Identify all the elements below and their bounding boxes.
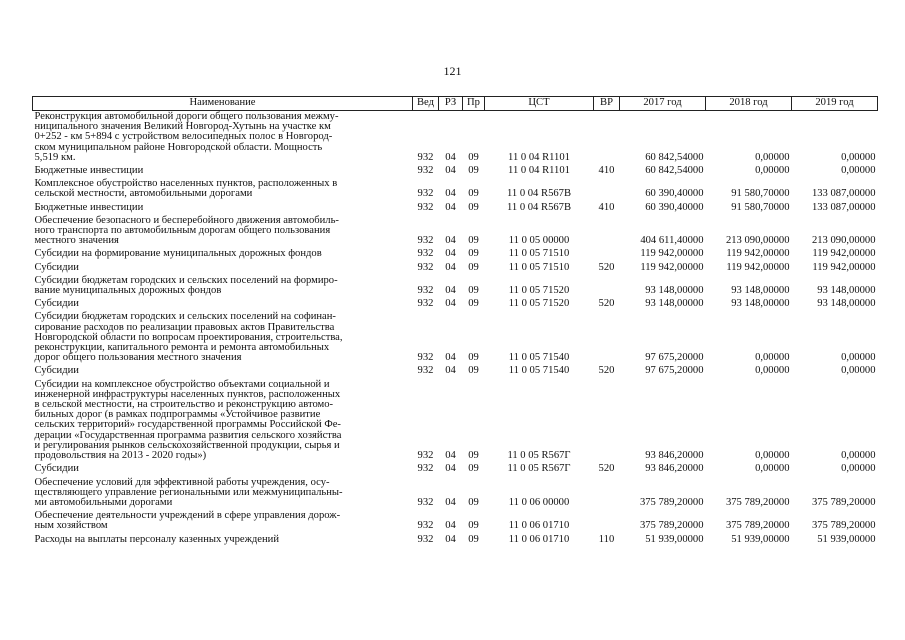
row-ved: 932 bbox=[417, 261, 434, 273]
row-value-2017: 60 842,54000 bbox=[645, 151, 704, 163]
row-value-2018: 91 580,70000 bbox=[731, 201, 790, 213]
row-vr bbox=[594, 248, 620, 261]
row-value-2017: 119 942,00000 bbox=[640, 261, 704, 273]
row-pr: 09 bbox=[468, 365, 479, 377]
row-cst: 11 0 05 71510 bbox=[508, 261, 570, 273]
row-value-2019: 133 087,00000 bbox=[811, 201, 876, 213]
row-value-2019: 51 939,00000 bbox=[817, 533, 876, 545]
row-name: Бюджетные инвестиции bbox=[34, 201, 144, 213]
row-cst: 11 0 06 00000 bbox=[508, 496, 570, 508]
row-pr: 09 bbox=[468, 352, 479, 364]
row-pr: 09 bbox=[468, 261, 479, 273]
row-value-2019: 133 087,00000 bbox=[811, 188, 876, 200]
row-name: Субсидии bbox=[34, 261, 79, 273]
row-ved: 932 bbox=[417, 188, 434, 200]
row-name: Субсидии на формирование муниципальных дорожных фондов bbox=[34, 248, 322, 260]
row-value-2019: 0,00000 bbox=[841, 165, 876, 177]
row-vr bbox=[594, 379, 620, 464]
row-value-2019: 0,00000 bbox=[841, 450, 876, 462]
row-vr: 520 bbox=[598, 298, 615, 310]
row-ved: 932 bbox=[417, 365, 434, 377]
row-ved: 932 bbox=[417, 151, 434, 163]
row-vr bbox=[594, 275, 620, 298]
table-row bbox=[33, 275, 878, 298]
row-value-2017: 97 675,20000 bbox=[645, 352, 704, 364]
table-row bbox=[33, 111, 878, 166]
row-name: Реконструкция автомобильной дороги общего пользования межму- ниципального значения Великий Новгород-Хутынь на участке км 0+252 - км 5+894 с устройством велосипедных полос в Новгород- ском муниципальном районе Новгородской области. Мощность 5,519 км. bbox=[34, 111, 339, 163]
row-vr bbox=[594, 477, 620, 511]
row-value-2017: 119 942,00000 bbox=[640, 248, 704, 260]
row-ved: 932 bbox=[417, 496, 434, 508]
row-value-2019: 375 789,20000 bbox=[811, 520, 876, 532]
row-ved: 932 bbox=[417, 201, 434, 213]
row-value-2017: 60 390,40000 bbox=[645, 201, 704, 213]
row-pr: 09 bbox=[468, 533, 479, 545]
row-value-2018: 119 942,00000 bbox=[726, 248, 790, 260]
header-cst: ЦСТ bbox=[485, 97, 594, 111]
row-rz: 04 bbox=[445, 533, 456, 545]
row-ved: 932 bbox=[417, 463, 434, 475]
row-value-2018: 375 789,20000 bbox=[725, 496, 790, 508]
header-2018: 2018 год bbox=[706, 97, 792, 111]
row-value-2017: 60 390,40000 bbox=[645, 188, 704, 200]
row-cst: 11 0 05 71540 bbox=[508, 365, 570, 377]
table-row bbox=[33, 365, 878, 378]
row-pr: 09 bbox=[468, 450, 479, 462]
row-value-2019: 213 090,00000 bbox=[811, 235, 876, 247]
row-rz: 04 bbox=[445, 365, 456, 377]
budget-table bbox=[32, 96, 878, 547]
table-row bbox=[33, 510, 878, 533]
table-header-row bbox=[33, 97, 878, 111]
row-value-2019: 0,00000 bbox=[841, 151, 876, 163]
header-2019: 2019 год bbox=[792, 97, 878, 111]
row-vr bbox=[594, 510, 620, 533]
row-value-2017: 51 939,00000 bbox=[645, 533, 704, 545]
row-name: Обеспечение условий для эффективной работы учреждения, осу- ществляющего управление региональными или межмуниципальны- ми автомобильными дорогами bbox=[34, 476, 343, 508]
row-cst: 11 0 05 71540 bbox=[508, 352, 570, 364]
row-vr: 410 bbox=[598, 165, 615, 177]
row-pr: 09 bbox=[468, 496, 479, 508]
row-cst: 11 0 05 00000 bbox=[508, 235, 570, 247]
row-pr: 09 bbox=[468, 248, 479, 260]
row-vr: 410 bbox=[598, 201, 615, 213]
row-ved: 932 bbox=[417, 450, 434, 462]
header-pr: Пр bbox=[463, 97, 485, 111]
row-pr: 09 bbox=[468, 520, 479, 532]
table-row bbox=[33, 311, 878, 365]
row-value-2018: 51 939,00000 bbox=[731, 533, 790, 545]
row-value-2019: 0,00000 bbox=[841, 365, 876, 377]
row-value-2018: 0,00000 bbox=[755, 352, 790, 364]
row-name: Субсидии бюджетам городских и сельских поселений на софинан- сирование расходов по реализации правовых актов Правительства Новгородской области по вопросам проектирования, строительства, реконструкции, капитального ремонта и ремонта автомобильных дорог общего пользования местного значения bbox=[34, 311, 343, 364]
row-value-2018: 375 789,20000 bbox=[725, 520, 790, 532]
row-value-2017: 93 148,00000 bbox=[645, 298, 704, 310]
row-value-2019: 119 942,00000 bbox=[812, 248, 876, 260]
row-value-2018: 93 148,00000 bbox=[731, 298, 790, 310]
row-value-2018: 93 148,00000 bbox=[731, 285, 790, 297]
row-vr bbox=[594, 311, 620, 365]
row-cst: 11 0 04 R567B bbox=[506, 188, 572, 200]
row-pr: 09 bbox=[468, 285, 479, 297]
row-ved: 932 bbox=[417, 165, 434, 177]
row-rz: 04 bbox=[445, 248, 456, 260]
row-pr: 09 bbox=[468, 188, 479, 200]
row-name: Бюджетные инвестиции bbox=[34, 165, 144, 177]
row-name: Обеспечение деятельности учреждений в сфере управления дорож- ным хозяйством bbox=[34, 510, 341, 532]
row-ved: 932 bbox=[417, 298, 434, 310]
row-cst: 11 0 06 01710 bbox=[508, 533, 570, 545]
row-cst: 11 0 04 R1101 bbox=[508, 165, 570, 177]
row-value-2017: 404 611,40000 bbox=[640, 235, 704, 247]
row-value-2017: 375 789,20000 bbox=[639, 496, 704, 508]
row-value-2017: 60 842,54000 bbox=[645, 165, 704, 177]
row-rz: 04 bbox=[445, 352, 456, 364]
row-ved: 932 bbox=[417, 520, 434, 532]
row-vr: 110 bbox=[598, 533, 615, 545]
row-value-2018: 0,00000 bbox=[755, 151, 790, 163]
row-cst: 11 0 05 71520 bbox=[508, 298, 570, 310]
row-rz: 04 bbox=[445, 298, 456, 310]
row-name: Обеспечение безопасного и бесперебойного движения автомобиль- ного транспорта по автомобильным дорогам общего пользования местного значения bbox=[34, 214, 339, 247]
row-value-2017: 97 675,20000 bbox=[645, 365, 704, 377]
row-vr bbox=[594, 178, 620, 201]
row-value-2017: 93 846,20000 bbox=[645, 450, 704, 462]
row-name: Субсидии бюджетам городских и сельских поселений на формиро- вание муниципальных дорожных фондов bbox=[34, 274, 338, 297]
row-ved: 932 bbox=[417, 248, 434, 260]
row-pr: 09 bbox=[468, 165, 479, 177]
row-rz: 04 bbox=[445, 450, 456, 462]
row-vr: 520 bbox=[598, 261, 615, 273]
header-name: Наименование bbox=[33, 97, 413, 111]
row-value-2019: 0,00000 bbox=[841, 463, 876, 475]
row-pr: 09 bbox=[468, 463, 479, 475]
header-rz: РЗ bbox=[439, 97, 463, 111]
row-pr: 09 bbox=[468, 151, 479, 163]
row-value-2017: 375 789,20000 bbox=[639, 520, 704, 532]
table-row bbox=[33, 262, 878, 275]
row-vr: 520 bbox=[598, 463, 615, 475]
row-vr: 520 bbox=[598, 365, 615, 377]
page-number: 121 bbox=[443, 64, 462, 78]
row-name: Субсидии bbox=[34, 365, 79, 377]
row-rz: 04 bbox=[445, 496, 456, 508]
row-name: Субсидии bbox=[34, 463, 79, 475]
row-value-2018: 0,00000 bbox=[755, 165, 790, 177]
table-row bbox=[33, 248, 878, 261]
row-value-2019: 93 148,00000 bbox=[817, 298, 876, 310]
row-value-2017: 93 846,20000 bbox=[645, 463, 704, 475]
table-body bbox=[33, 111, 878, 547]
row-cst: 11 0 05 R567Г bbox=[507, 463, 571, 475]
row-value-2018: 0,00000 bbox=[755, 365, 790, 377]
row-pr: 09 bbox=[468, 235, 479, 247]
table-row bbox=[33, 165, 878, 178]
row-value-2018: 0,00000 bbox=[755, 450, 790, 462]
row-ved: 932 bbox=[417, 533, 434, 545]
row-value-2019: 93 148,00000 bbox=[817, 285, 876, 297]
row-name: Комплексное обустройство населенных пунктов, расположенных в сельской местности, автомобильными дорогами bbox=[34, 178, 338, 200]
row-rz: 04 bbox=[445, 165, 456, 177]
row-ved: 932 bbox=[417, 285, 434, 297]
row-ved: 932 bbox=[417, 352, 434, 364]
header-vr: ВР bbox=[594, 97, 620, 111]
row-rz: 04 bbox=[445, 235, 456, 247]
row-cst: 11 0 05 R567Г bbox=[507, 450, 571, 462]
table-row bbox=[33, 379, 878, 464]
row-vr bbox=[594, 215, 620, 249]
table-row bbox=[33, 298, 878, 311]
row-name: Субсидии на комплексное обустройство объектами социальной и инженерной инфраструктуры населенных пунктов, расположенных в сельской местности, на строительство и реконструкцию автомо- бильных дорог (в рамках подпрограммы «Устойчивое развитие сельских территорий» государственной программы Российской Фе- дерации «Государственная программа развития сельского хозяйства и регулирования рынков сельскохозяйственной продукции, сырья и продовольствия на 2013 - 2020 годы») bbox=[34, 378, 342, 462]
row-value-2018: 0,00000 bbox=[755, 463, 790, 475]
header-2017: 2017 год bbox=[620, 97, 706, 111]
row-value-2019: 119 942,00000 bbox=[812, 261, 876, 273]
row-rz: 04 bbox=[445, 188, 456, 200]
table-row bbox=[33, 477, 878, 511]
row-rz: 04 bbox=[445, 201, 456, 213]
row-cst: 11 0 04 R567B bbox=[506, 201, 572, 213]
row-rz: 04 bbox=[445, 285, 456, 297]
row-name: Расходы на выплаты персоналу казенных учреждений bbox=[34, 533, 279, 545]
table-row bbox=[33, 202, 878, 215]
row-rz: 04 bbox=[445, 520, 456, 532]
row-vr bbox=[594, 111, 620, 166]
row-cst: 11 0 04 R1101 bbox=[508, 151, 570, 163]
table-row bbox=[33, 178, 878, 201]
row-cst: 11 0 05 71510 bbox=[508, 248, 570, 260]
row-pr: 09 bbox=[468, 298, 479, 310]
row-value-2019: 0,00000 bbox=[841, 352, 876, 364]
row-rz: 04 bbox=[445, 261, 456, 273]
table-row bbox=[33, 215, 878, 249]
header-ved: Вед bbox=[413, 97, 439, 111]
row-cst: 11 0 06 01710 bbox=[508, 520, 570, 532]
row-cst: 11 0 05 71520 bbox=[508, 285, 570, 297]
row-name: Субсидии bbox=[34, 298, 79, 310]
row-ved: 932 bbox=[417, 235, 434, 247]
row-rz: 04 bbox=[445, 463, 456, 475]
row-value-2018: 119 942,00000 bbox=[726, 261, 790, 273]
row-value-2018: 91 580,70000 bbox=[731, 188, 790, 200]
row-rz: 04 bbox=[445, 151, 456, 163]
table-row bbox=[33, 463, 878, 476]
row-value-2018: 213 090,00000 bbox=[725, 235, 790, 247]
table-row bbox=[33, 534, 878, 547]
row-value-2017: 93 148,00000 bbox=[645, 285, 704, 297]
row-value-2019: 375 789,20000 bbox=[811, 496, 876, 508]
row-pr: 09 bbox=[468, 201, 479, 213]
